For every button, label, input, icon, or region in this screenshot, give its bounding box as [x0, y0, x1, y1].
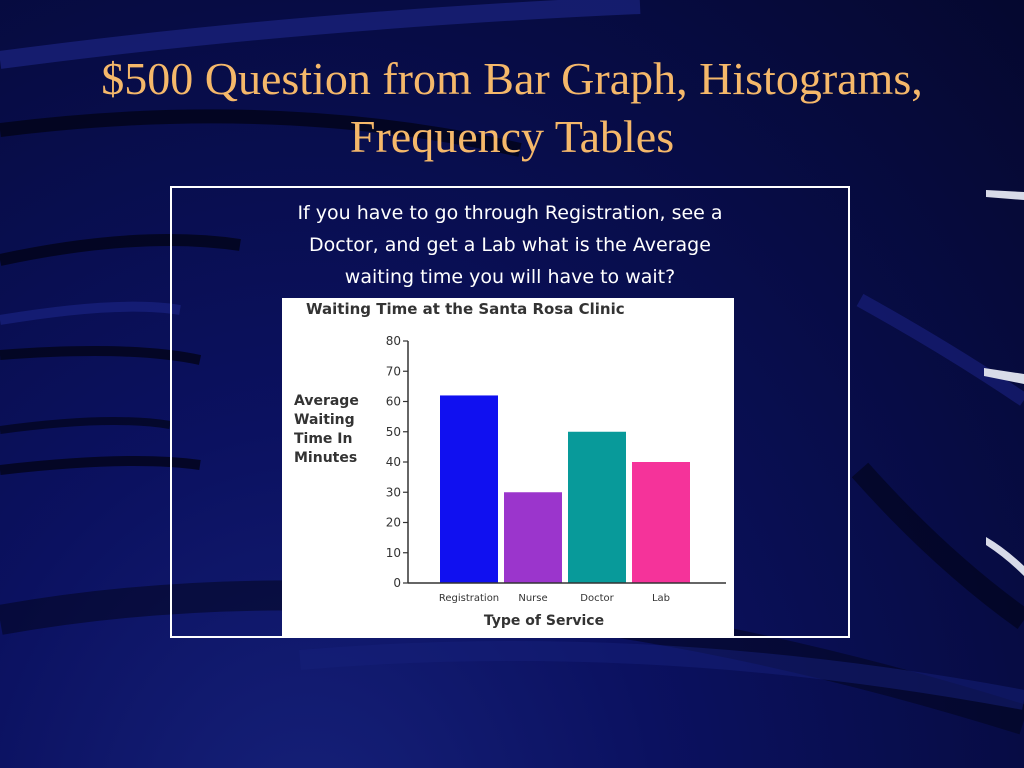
bar-lab: [632, 462, 690, 583]
y-tick-label: 0: [393, 576, 401, 590]
y-tick-label: 80: [385, 334, 401, 348]
question-line-1: If you have to go through Registration, see a: [297, 202, 723, 224]
bar-doctor: [568, 432, 626, 583]
y-tick-label: 50: [385, 424, 401, 439]
y-tick-label: 30: [385, 485, 401, 500]
question-line-3: waiting time you will have to wait?: [344, 266, 676, 288]
x-category-doctor: Doctor: [580, 593, 614, 604]
bar-registration: [440, 395, 498, 583]
chart-svg: [282, 298, 734, 636]
slide-title-line-2: Frequency Tables: [349, 111, 675, 162]
x-category-registration: Registration: [438, 593, 500, 604]
bar-nurse: [504, 492, 562, 583]
slide-title-line-1: $500 Question from Bar Graph, Histograms,: [101, 53, 923, 104]
y-tick-label: 70: [385, 364, 401, 379]
x-category-nurse: Nurse: [518, 593, 548, 604]
y-tick-label: 10: [385, 545, 401, 560]
y-axis-ticks: [386, 334, 408, 590]
x-axis-categories: [439, 593, 670, 604]
y-axis-label-line-3: Time In: [294, 431, 353, 447]
question-line-2: Doctor, and get a Lab what is the Average: [309, 234, 711, 256]
y-tick-label: 20: [385, 515, 401, 530]
chart-title: Waiting Time at the Santa Rosa Clinic: [306, 300, 625, 318]
y-axis-label-line-4: Minutes: [294, 450, 358, 466]
x-axis-label: Type of Service: [483, 613, 605, 629]
slide-title: [20, 50, 1004, 166]
y-axis-label: [294, 393, 359, 466]
x-category-lab: Lab: [651, 593, 671, 604]
question-text: [225, 197, 795, 293]
bars: [440, 395, 690, 583]
bar-chart: [282, 298, 734, 636]
y-tick-label: 60: [385, 394, 401, 409]
y-tick-label: 40: [385, 455, 401, 469]
y-axis-label-line-1: Average: [294, 393, 359, 409]
y-axis-label-line-2: Waiting: [294, 412, 355, 428]
